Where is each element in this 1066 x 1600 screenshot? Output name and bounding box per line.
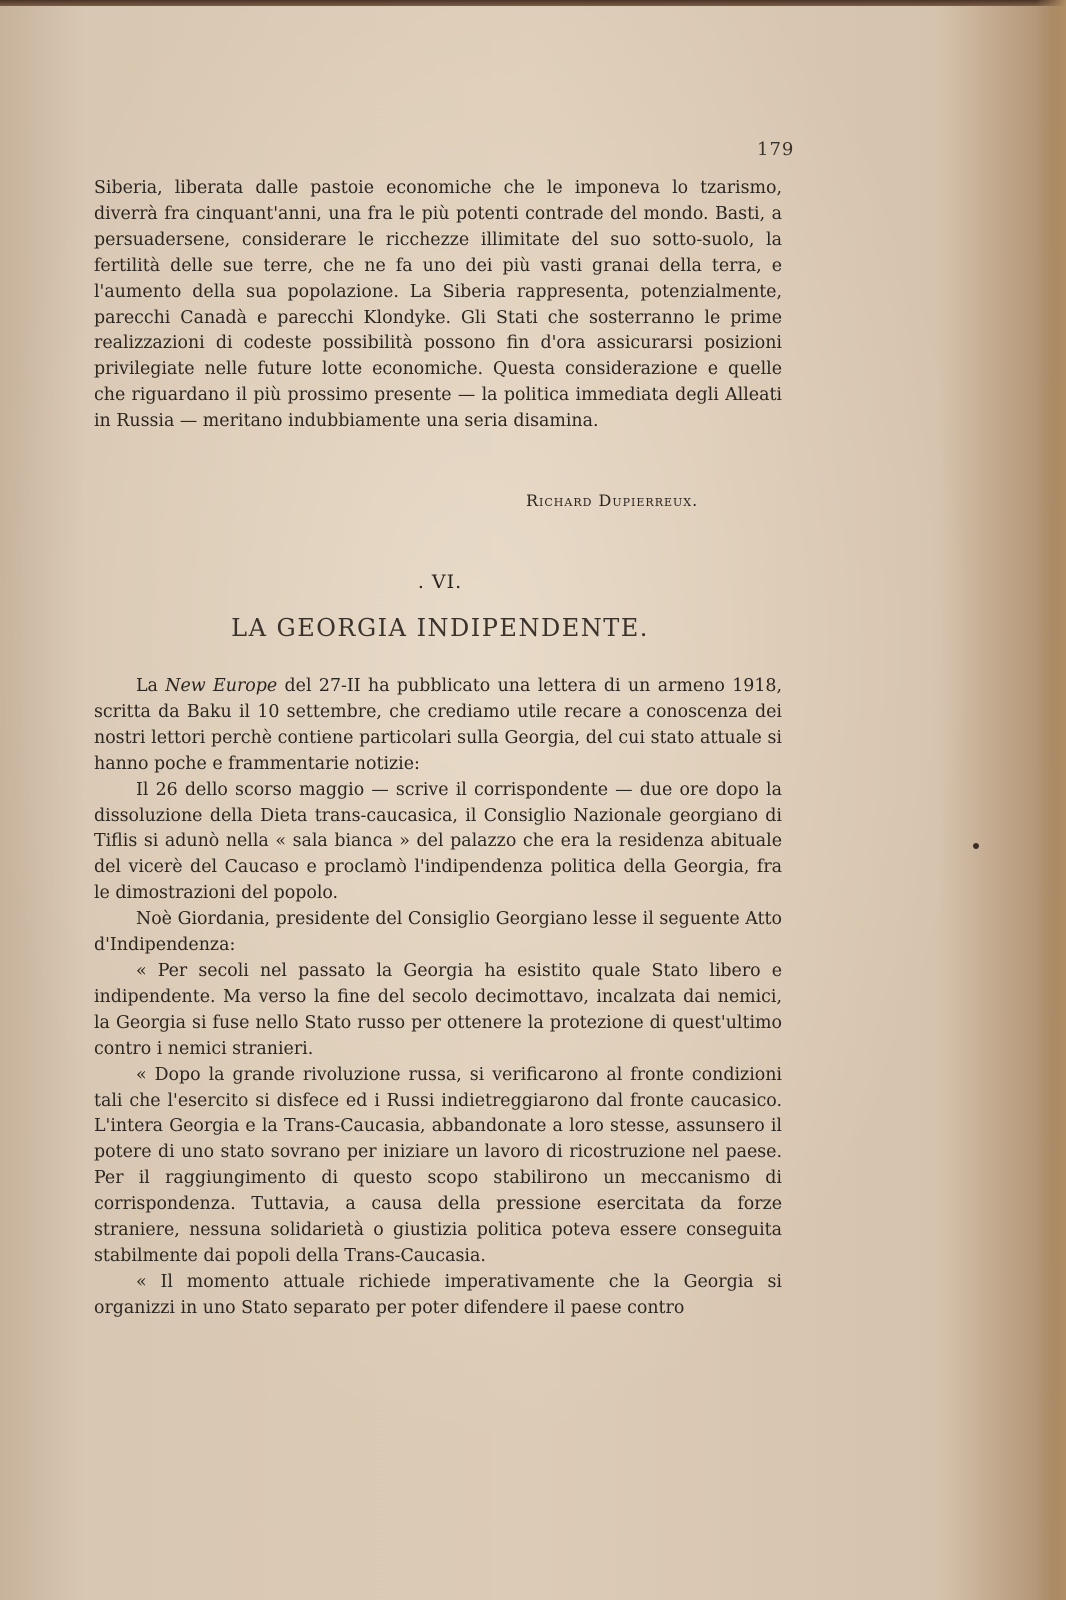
book-top-edge (0, 0, 1066, 6)
paragraph-act-3: « Il momento attuale richiede imperativamente che la Georgia si organizzi in uno Stato separato per poter difendere il paese contro (94, 1271, 782, 1318)
margin-mark (973, 843, 979, 849)
continuation-text (94, 176, 782, 435)
journal-name: New Europe (165, 676, 278, 696)
book-right-edge (1036, 0, 1066, 1600)
paragraph-giordania: Noè Giordania, presidente del Consiglio Georgiano lesse il seguente Atto d'Indipendenza: (94, 909, 782, 956)
author-signature: Richard Dupierreux. (526, 491, 699, 510)
page-number: 179 (757, 139, 795, 160)
section-title: LA GEORGIA INDIPENDENTE. (231, 614, 649, 642)
paragraph-act-1: « Per secoli nel passato la Georgia ha esistito quale Stato libero e indipendente. Ma verso la fine del secolo decimottavo, incalzata dai nemici, la Georgia si fuse nello Stato russo per ottenere la protezione di quest'ultimo contro i nemici stranieri. (94, 960, 782, 1059)
paragraph-act-2: « Dopo la grande rivoluzione russa, si verificarono al fronte condizioni tali che l'esercito si disfece ed i Russi indietreggiarono dal fronte caucasico. L'intera Georgia e la Trans-Caucasia, abbandonate a loro stesse, assunsero il potere di uno stato sovrano per iniziare un lavoro di ricostruzione nel paese. Per il raggiungimento di questo scopo stabilirono un meccanismo di corrispondenza. Tuttavia, a causa della pressione esercitata da forze straniere, nessuna solidarietà o giustizia politica poteva essere conseguita stabilmente dai popoli della Trans-Caucasia. (94, 1064, 782, 1266)
continuation-paragraph: Siberia, liberata dalle pastoie economiche che le imponeva lo tzarismo, diverrà fra cinquant'anni, una fra le più potenti contrade del mondo. Basti, a persuadersene, considerare le ricchezze illimitate del suo sotto-suolo, la fertilità delle sue terre, che ne fa uno dei più vasti granai della terra, e l'aumento della sua popolazione. La Siberia rappresenta, potenzialmente, parecchi Canadà e parecchi Klondyke. Gli Stati che sosterranno le prime realizzazioni di codeste possibilità possono fin d'ora assicurarsi posizioni privilegiate nelle future lotte economiche. Questa considerazione e quelle che riguardano il più prossimo presente — la politica immediata degli Alleati in Russia — meritano indubbiamente una seria disamina. (94, 178, 782, 432)
intro-post: del 27-II ha pubblicato una lettera di un armeno 1918, scritta da Baku il 10 settembre, che crediamo utile recare a conoscenza dei nostri lettori perchè contiene particolari sulla Georgia, del cui stato attuale si hanno poche e frammentarie notizie: (94, 676, 782, 774)
intro-pre: La (136, 676, 166, 696)
paragraph-intro (94, 674, 782, 778)
section-number: . VI. (417, 571, 463, 593)
paragraph-proclamation: Il 26 dello scorso maggio — scrive il corrispondente — due ore dopo la dissoluzione della Dieta trans-caucasica, il Consiglio Nazionale georgiano di Tiflis si adunò nella « sala bianca » del palazzo che era la residenza abituale del vicerè del Caucaso e proclamò l'indipendenza politica della Georgia, fra le dimostrazioni del popolo. (94, 779, 782, 904)
article-body (94, 674, 782, 1322)
